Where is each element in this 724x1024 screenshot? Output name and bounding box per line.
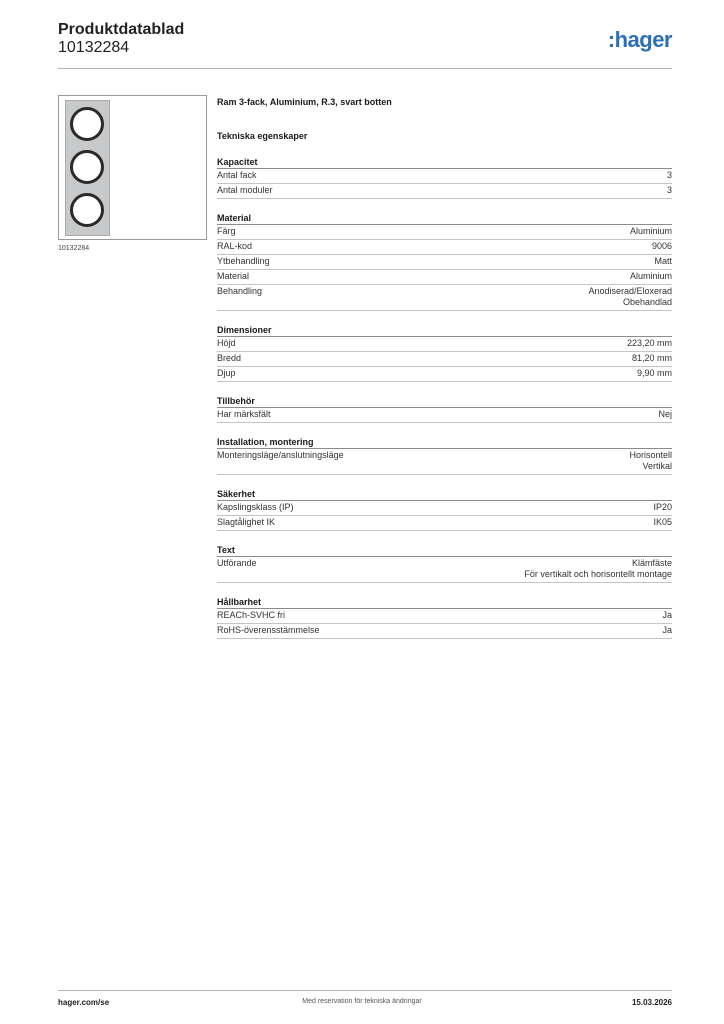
spec-row <box>217 270 672 285</box>
spec-group-title: Dimensioner <box>217 325 672 337</box>
spec-label: RAL-kod <box>217 241 253 251</box>
spec-label: Utförande <box>217 558 257 568</box>
spec-group-title: Hållbarhet <box>217 597 672 609</box>
spec-value: 3 <box>666 170 672 180</box>
spec-value: Klämfäste För vertikalt och horisontellt montage <box>524 558 672 579</box>
spec-group <box>217 213 672 311</box>
spec-row <box>217 169 672 184</box>
product-image <box>58 95 207 240</box>
spec-group-title: Material <box>217 213 672 225</box>
spec-row <box>217 516 672 531</box>
document-title: Produktdatablad <box>58 21 185 38</box>
frame-opening-1 <box>70 107 104 141</box>
specification-content <box>217 97 672 639</box>
spec-label: Behandling <box>217 286 263 296</box>
spec-label: Har märksfält <box>217 409 271 419</box>
spec-group <box>217 157 672 199</box>
spec-row <box>217 624 672 639</box>
footer-website[interactable]: hager.com/se <box>58 998 110 1007</box>
spec-label: REACh-SVHC fri <box>217 610 286 620</box>
spec-value: IK05 <box>653 517 672 527</box>
spec-group-title: Säkerhet <box>217 489 672 501</box>
document-number: 10132284 <box>58 39 130 56</box>
spec-group <box>217 597 672 639</box>
spec-label: Antal moduler <box>217 185 273 195</box>
spec-group <box>217 545 672 583</box>
spec-value: 3 <box>666 185 672 195</box>
spec-label: Material <box>217 271 250 281</box>
page-header <box>58 21 672 69</box>
spec-value: Nej <box>658 409 672 419</box>
spec-row <box>217 337 672 352</box>
spec-label: Antal fack <box>217 170 257 180</box>
spec-label: Monteringsläge/anslutningsläge <box>217 450 344 460</box>
frame-opening-3 <box>70 193 104 227</box>
spec-row <box>217 501 672 516</box>
spec-value: Anodiserad/Eloxerad Obehandlad <box>588 286 672 307</box>
spec-label: Bredd <box>217 353 242 363</box>
spec-row <box>217 352 672 367</box>
spec-label: Slagtålighet IK <box>217 517 276 527</box>
product-name: Ram 3-fack, Aluminium, R.3, svart botten <box>217 97 392 107</box>
section-heading: Tekniska egenskaper <box>217 131 308 141</box>
spec-label: Färg <box>217 226 236 236</box>
spec-label: Ytbehandling <box>217 256 270 266</box>
image-caption: 10132284 <box>58 245 90 252</box>
spec-group <box>217 489 672 531</box>
spec-group-title: Text <box>217 545 672 557</box>
spec-row <box>217 285 672 311</box>
spec-label: RoHS-överensstämmelse <box>217 625 320 635</box>
spec-row <box>217 255 672 270</box>
footer-date: 15.03.2026 <box>631 998 672 1007</box>
footer-disclaimer: Med reservation för tekniska ändringar <box>302 998 422 1005</box>
spec-row <box>217 609 672 624</box>
spec-value: IP20 <box>653 502 672 512</box>
frame-opening-2 <box>70 150 104 184</box>
spec-value: 9,90 mm <box>636 368 672 378</box>
spec-group-title: Tillbehör <box>217 396 672 408</box>
spec-group <box>217 396 672 423</box>
spec-value: Matt <box>654 256 672 266</box>
spec-row <box>217 225 672 240</box>
spec-label: Höjd <box>217 338 236 348</box>
spec-group <box>217 325 672 382</box>
spec-groups <box>217 157 672 639</box>
spec-row <box>217 408 672 423</box>
spec-row <box>217 240 672 255</box>
hager-logo: :hager <box>607 27 672 52</box>
spec-group-title: Installation, montering <box>217 437 672 449</box>
spec-label: Djup <box>217 368 236 378</box>
spec-row <box>217 449 672 475</box>
spec-value: Ja <box>662 625 672 635</box>
frame-illustration <box>65 100 110 236</box>
spec-row <box>217 367 672 382</box>
spec-value: 223,20 mm <box>626 338 672 348</box>
spec-value: Aluminium <box>629 271 672 281</box>
spec-value: Aluminium <box>629 226 672 236</box>
spec-row <box>217 184 672 199</box>
spec-value: Ja <box>662 610 672 620</box>
spec-value: 9006 <box>651 241 672 251</box>
spec-value: Horisontell Vertikal <box>629 450 672 471</box>
spec-label: Kapslingsklass (IP) <box>217 502 294 512</box>
spec-group-title: Kapacitet <box>217 157 672 169</box>
footer-divider <box>58 990 672 991</box>
spec-value: 81,20 mm <box>631 353 672 363</box>
spec-group <box>217 437 672 475</box>
header-divider <box>58 68 672 69</box>
spec-row <box>217 557 672 583</box>
